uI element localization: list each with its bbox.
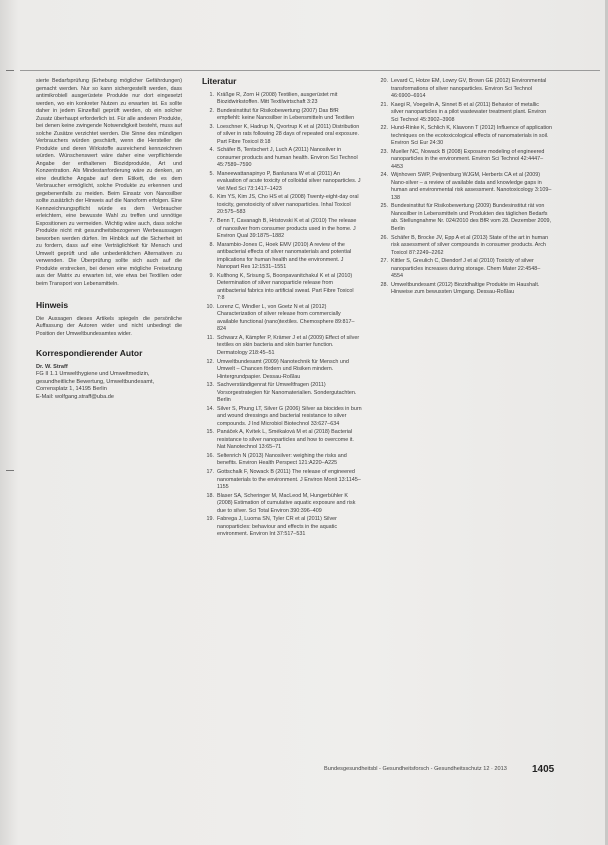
reference-item: [376, 203, 552, 233]
reference-text: Gottschalk F, Nowack B (2011) The release of engineered nanomaterials to the environment. J Environ Monit 13:1145–1155: [217, 469, 361, 490]
author-email[interactable]: E-Mail: wolfgang.straff@uba.de: [36, 393, 115, 400]
reference-item: [202, 516, 362, 539]
reference-item: [376, 125, 552, 148]
reference-number: 21.: [380, 101, 388, 108]
reference-item: [202, 382, 362, 405]
reference-number: 17.: [206, 469, 214, 475]
reference-text: Sachverständigenrat für Umweltfragen (2011) Vorsorgestrategien für Nanomaterialien. Sondergutachten. Berlin: [217, 382, 357, 404]
reference-number: 18.: [206, 492, 214, 499]
reference-text: Fabrega J, Luoma SN, Tyler CR et al (2011) Silver nanoparticles: behaviour and effects in the aquatic environment. Environ Int 37:517–531: [217, 516, 338, 538]
header-rule: [20, 70, 600, 71]
reference-number: 28.: [380, 281, 388, 288]
reference-number: 26.: [380, 234, 388, 241]
reference-number: 12.: [206, 358, 214, 365]
reference-item: [202, 124, 362, 147]
reference-item: [376, 78, 552, 101]
author-name: Dr. W. Straff: [36, 363, 68, 370]
reference-text: Mueller NC, Nowack B (2008) Exposure modeling of engineered nanoparticles in the environment. Environ Sci Technol 42:4447–4453: [391, 148, 545, 170]
left-column: [36, 78, 182, 401]
reference-item: [202, 273, 362, 303]
reference-text: Loeschner K, Hadrup N, Qvortrup K et al (2011) Distribution of silver in rats following 28 days of repeated oral exposure. Part Fibre Toxicol 8:18: [217, 123, 360, 145]
reference-text: Silver S, Phung LT, Silver G (2006) Silver as biocides in burn and wound dressings and bacterial resistance to silver compounds. J Ind Microbiol Biotechnol 33:627–634: [217, 405, 362, 427]
reference-text: Maneewattanapinyo P, Banlunara W et al (2011) An evaluation of acute toxicity of colloidal silver nanoparticles. J Vet Med Sci 73:1417–1423: [217, 170, 361, 192]
reference-item: [202, 218, 362, 241]
reference-item: [376, 102, 552, 125]
author-address-line: Corrensplatz 1, 14195 Berlin: [36, 386, 107, 392]
reference-item: [376, 172, 552, 202]
reference-item: [202, 469, 362, 492]
reference-number: 1.: [209, 91, 214, 98]
reference-text: Bundesinstitut für Risikobewertung (2009) Bundesinstitut rät von Nanosilber in Lebensmitteln und Produkten des täglichen Bedarfs ab. Stellungnahme Nr. 024/2010 des BfR vom 28. Dezember 2009, Berlin: [391, 203, 552, 232]
reference-text: Marambio-Jones C, Hoek EMV (2010) A review of the antibacterial effects of silver nanomaterials and potential implications for human health and the environment. J Nanopart Res 12:1531–1551: [217, 241, 352, 271]
reference-text: Kaegi R, Voegelin A, Sinnet B et al (2011) Behavior of metallic silver nanoparticles in a pilot wastewater treatment plant. Environ Sci Technol 45:3902–3908: [391, 101, 547, 123]
reference-number: 2.: [209, 107, 214, 114]
reference-item: [202, 147, 362, 170]
reference-number: 24.: [380, 172, 388, 179]
reference-number: 23.: [380, 148, 388, 155]
reference-number: 14.: [206, 405, 214, 412]
reference-list: [376, 78, 552, 297]
reference-number: 3.: [209, 123, 214, 130]
reference-text: Umweltbundesamt (2009) Nanotechnik für Mensch und Umwelt – Chancen fördern und Risiken mindern. Hintergrundpapier. Dessau-Roßlau: [217, 358, 349, 380]
body-paragraph: sierte Bedarfsprüfung (Erhebung möglicher Gefährdungen) gemacht werden. Nur so kann sichergestellt werden, dass antimikrobiell ausgerüstete Produkte nur dort eingesetzt werden, wo ein konkreter Nutzen zu erwarten ist. Es sollte daher in jedem Einzelfall geprüft werden, ob ein solcher Zusatz überhaupt erforderlich ist. Für alle anderen Produkte, bei denen keine zwingende Notwendigkeit besteht, muss auf solche Zusätze verzichtet werden. Die Sinne des mündigen Verbrauchers würden geschärft, wenn die Hersteller die Produkte und deren Wirkstoffe ausreichend kennzeichnen würden. Wünschenswert wäre daher eine verpflichtende Angabe der enthaltenen Biozidprodukte, Art und Konzentration. Als Mindestanforderung wäre zu denken, an eine deutliche Angabe auf dem Etikett, die es dem Verbraucher ermöglicht, solche Produkte zu erkennen und gegebenenfalls zu meiden. Beim Einsatz von Nanosilber sollte zusätzlich der Hinweis auf die Nanoform erfolgen. Eine Kennzeichnungspflicht würde es dem Verbraucher erleichtern, eine bewusste Wahl zu treffen und unnötige Expositionen zu vermeiden. Wichtig wäre auch, dass solche Produkte nicht mit gesundheitsbezogenen Werbeaussagen beworben werden dürfen. Im Hinblick auf die Sicherheit ist zu fordern, dass auf eine Verträglichkeit für Mensch und Umwelt geprüft und alle unbedenklichen Alternativen zu verwenden. Die Überprüfung sollte sich auch auf die Produkte erstrecken, bei denen eine mögliche Freisetzung aus der Matrix zu erwarten ist, wie etwa bei Textilien oder beim Transport von Lebensmitteln.: [36, 78, 182, 287]
reference-number: 7.: [209, 218, 214, 225]
corresponding-author-heading: Korrespondierender Autor: [36, 348, 143, 358]
reference-list: [202, 92, 362, 539]
reference-item: [202, 359, 362, 382]
reference-text: Umweltbundesamt (2012) Biozidhaltige Produkte im Haushalt. Hinweise zum bewussten Umgang. Dessau-Roßlau: [391, 281, 540, 296]
scan-mark: [6, 70, 14, 71]
reference-text: Panáček A, Kvítek L, Smékalová M et al (2018) Bacterial resistance to silver nanoparticles and how to overcome it. Nat Nanotechnol 13:65–71: [217, 429, 354, 451]
references-column-1: [202, 78, 362, 540]
corresponding-author-section: [36, 350, 182, 401]
reference-text: Schäfer B, Brocke JV, Epp A et al (2013) State of the art in human risk assessment of silver compounds in consumer products. Arch Toxicol 87:2249–2262: [391, 234, 549, 256]
reference-number: 5.: [209, 170, 214, 177]
hinweis-text: Die Aussagen dieses Artikels spiegeln die persönliche Auffassung der Autoren wider und nicht unbedingt die Position der Umweltbundesamtes wider.: [36, 315, 182, 337]
reference-text: Blaser SA, Scheringer M, MacLeod M, Hungerbühler K (2008) Estimation of cumulative aquatic exposure and risk due to silver. Sci Total Environ 390:396–409: [217, 492, 356, 514]
author-address-line: gesundheitliche Bewertung, Umweltbundesamt,: [36, 378, 155, 385]
reference-text: Wijnhoven SWP, Peijnenburg WJGM, Herberts CA et al (2009) Nano-silver – a review of available data and knowledge gaps in human and environmental risk assessment. Nanotoxicology 3:109–138: [391, 172, 552, 201]
reference-item: [202, 242, 362, 272]
reference-number: 6.: [209, 194, 214, 201]
hinweis-heading: Hinweis: [36, 300, 69, 310]
reference-text: Kulthong K, Srisung S, Boonpavanitchakul K et al (2010) Determination of silver nanoparticle release from antibacterial fabrics into artificial sweat. Part Fibre Toxicol 7:8: [217, 272, 354, 302]
reference-text: Levard C, Hotze EM, Lowry GV, Brown GE (2012) Environmental transformations of silver nanoparticles. Environ Sci Technol 46:6900–6914: [391, 78, 547, 99]
page-footer: [324, 764, 564, 775]
reference-item: [202, 335, 362, 358]
journal-citation: Bundesgesundheitsbl - Gesundheitsforsch - Gesundheitsschutz 12 · 2013: [324, 766, 507, 772]
reference-number: 16.: [206, 452, 214, 459]
reference-number: 9.: [209, 272, 214, 279]
reference-text: Hund-Rinke K, Schlich K, Klawonn T (2012) Influence of application techniques on the ecotoxicological effects of nanomaterials in soil. Environ Sci Eur 24:30: [391, 125, 553, 147]
body-text: [36, 78, 182, 288]
reference-text: Schwarz A, Kämpfer P, Krämer J et al (2009) Effect of silver textiles on skin bacteria and skin barrier function. Dermatology 218:45–51: [217, 334, 360, 356]
references-column-2: [376, 78, 552, 298]
reference-item: [202, 171, 362, 194]
reference-text: Kim YS, Kim JS, Cho HS et al (2008) Twenty-eight-day oral toxicity, genotoxicity of silver nanoparticles. Inhal Toxicol 20:575–583: [217, 194, 359, 216]
literatur-heading: Literatur: [202, 76, 237, 86]
reference-number: 4.: [209, 147, 214, 154]
reference-text: Seltenrich N (2013) Nanosilver: weighing the risks and benefits. Environ Health Perspect 121:A220–A225: [217, 452, 347, 467]
reference-number: 25.: [380, 203, 388, 210]
reference-item: [202, 406, 362, 429]
reference-text: Kittler S, Greulich C, Diendorf J et al (2010) Toxicity of silver nanoparticles increases during storage. Chem Mater 22:4548–4554: [391, 258, 541, 280]
reference-item: [202, 429, 362, 452]
hinweis-section: [36, 302, 182, 338]
page-number: 1405: [532, 764, 555, 775]
reference-item: [376, 258, 552, 281]
reference-number: 11.: [206, 334, 214, 341]
reference-number: 8.: [209, 241, 214, 248]
reference-item: [202, 108, 362, 123]
reference-item: [376, 282, 552, 297]
reference-item: [202, 92, 362, 107]
reference-item: [376, 235, 552, 258]
reference-text: Kräßge R, Zorn H (2008) Textilien, ausgerüstet mit Biozidwirkstoffen. Mitt Textilwirtschaft 3:23: [217, 91, 338, 105]
reference-number: 20.: [380, 78, 388, 84]
reference-text: Lorenz C, Windler L, von Goetz N et al (2012) Characterization of silver release from commercially available functional (nano)textiles. Chemosphere 89:817–824: [217, 303, 355, 333]
reference-number: 19.: [206, 516, 214, 523]
reference-text: Benn T, Cavanagh B, Hristovski K et al (2010) The release of nanosilver from consumer products used in the home. J Environ Qual 39:1875–1882: [217, 218, 357, 240]
author-address-line: FG II 1.1 Umwelthygiene und Umweltmedizin,: [36, 371, 150, 377]
reference-number: 10.: [206, 303, 214, 310]
reference-item: [202, 304, 362, 334]
reference-number: 22.: [380, 125, 388, 132]
reference-item: [376, 149, 552, 172]
reference-number: 27.: [380, 258, 388, 265]
reference-item: [202, 493, 362, 516]
reference-text: Schäfer B, Tentschert J, Luch A (2011) Nanosilver in consumer products and human health. Environ Sci Technol 45:7589–7590: [217, 147, 358, 169]
reference-item: [202, 194, 362, 217]
reference-number: 15.: [206, 429, 214, 436]
reference-text: Bundesinstitut für Risikobewertung (2007) Das BfR empfiehlt: keine Nanosilber in Lebensmitteln und Textilien: [217, 107, 355, 122]
scan-mark: [6, 470, 14, 471]
reference-number: 13.: [206, 382, 214, 389]
reference-item: [202, 453, 362, 468]
